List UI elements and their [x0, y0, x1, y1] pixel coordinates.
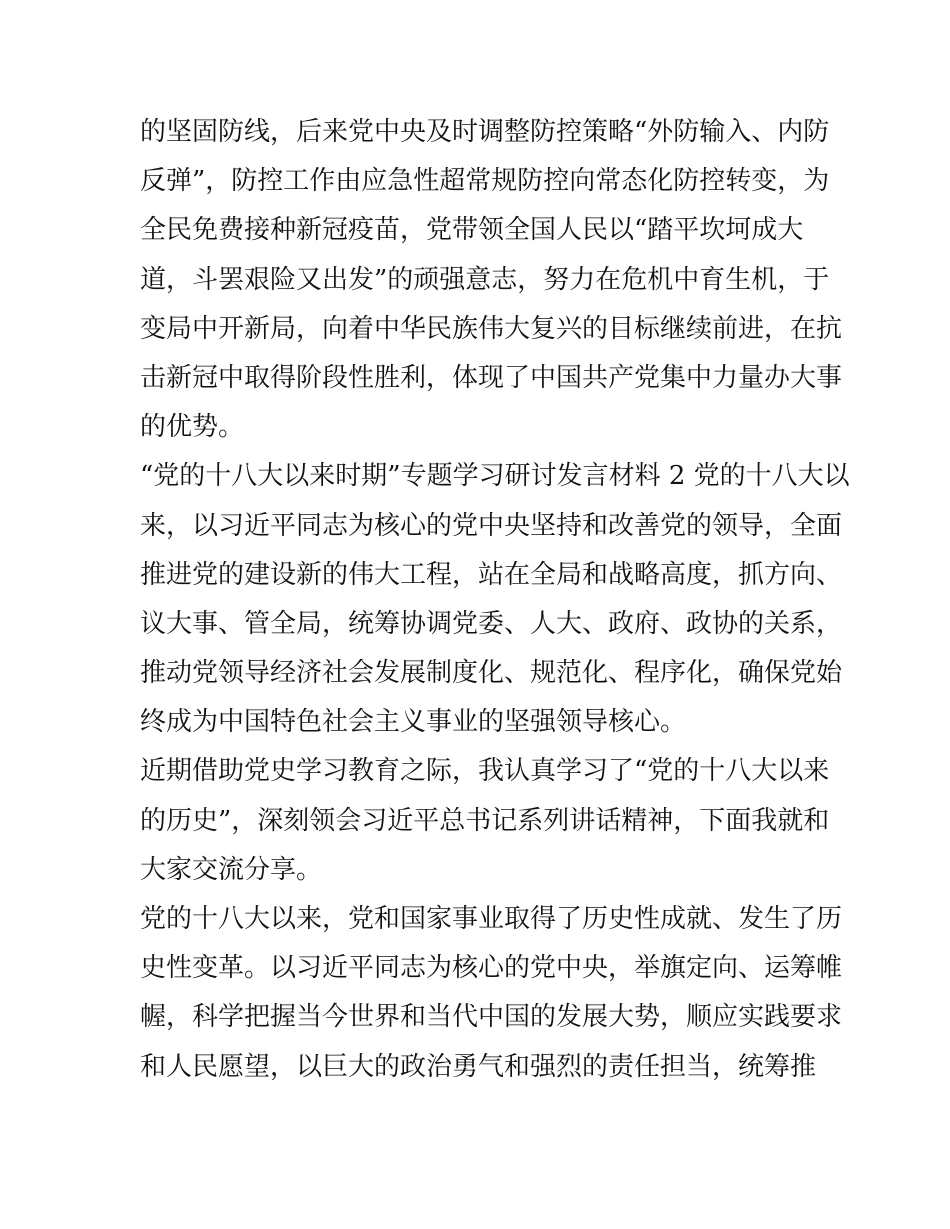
text-line: 史性变革。以习近平同志为核心的党中央，举旗定向、运筹帷	[140, 953, 843, 984]
text-line: “党的十八大以来时期”专题学习研讨发言材料 2 党的十八大以	[140, 461, 850, 492]
text-line: 变局中开新局，向着中华民族伟大复兴的目标继续前进，在抗	[140, 313, 843, 344]
text-line: 的坚固防线，后来党中央及时调整防控策略“外防输入、内防	[140, 117, 830, 147]
text-line: 的历史”，深刻领会习近平总书记系列讲话精神，下面我就和	[140, 805, 830, 836]
document-body	[140, 108, 850, 1092]
text-line: 党的十八大以来，党和国家事业取得了历史性成就、发生了历	[140, 904, 843, 934]
text-line: 幄，科学把握当今世界和当代中国的发展大势，顺应实践要求	[140, 1002, 843, 1033]
text-line: 击新冠中取得阶段性胜利，体现了中国共产党集中力量办大事	[140, 362, 843, 393]
text-line: 全民免费接种新冠疫苗，党带领全国人民以“踏平坎坷成大	[140, 215, 804, 246]
text-line: 推动党领导经济社会发展制度化、规范化、程序化，确保党始	[140, 658, 843, 689]
text-line: 推进党的建设新的伟大工程，站在全局和战略高度，抓方向、	[140, 559, 843, 590]
text-line: 议大事、管全局，统筹协调党委、人大、政府、政协的关系，	[140, 608, 843, 639]
text-line: 终成为中国特色社会主义事业的坚强领导核心。	[140, 707, 687, 738]
text-line: 反弹”，防控工作由应急性超常规防控向常态化防控转变，为	[140, 166, 830, 197]
text-line: 近期借助党史学习教育之际，我认真学习了“党的十八大以来	[140, 756, 830, 787]
text-line: 和人民愿望，以巨大的政治勇气和强烈的责任担当，统筹推	[140, 1051, 817, 1082]
text-line: 的优势。	[140, 412, 245, 443]
text-line: 来，以习近平同志为核心的党中央坚持和改善党的领导，全面	[140, 510, 843, 541]
text-line: 大家交流分享。	[140, 854, 323, 885]
text-line: 道，斗罢艰险又出发”的顽强意志，努力在危机中育生机，于	[140, 264, 830, 295]
